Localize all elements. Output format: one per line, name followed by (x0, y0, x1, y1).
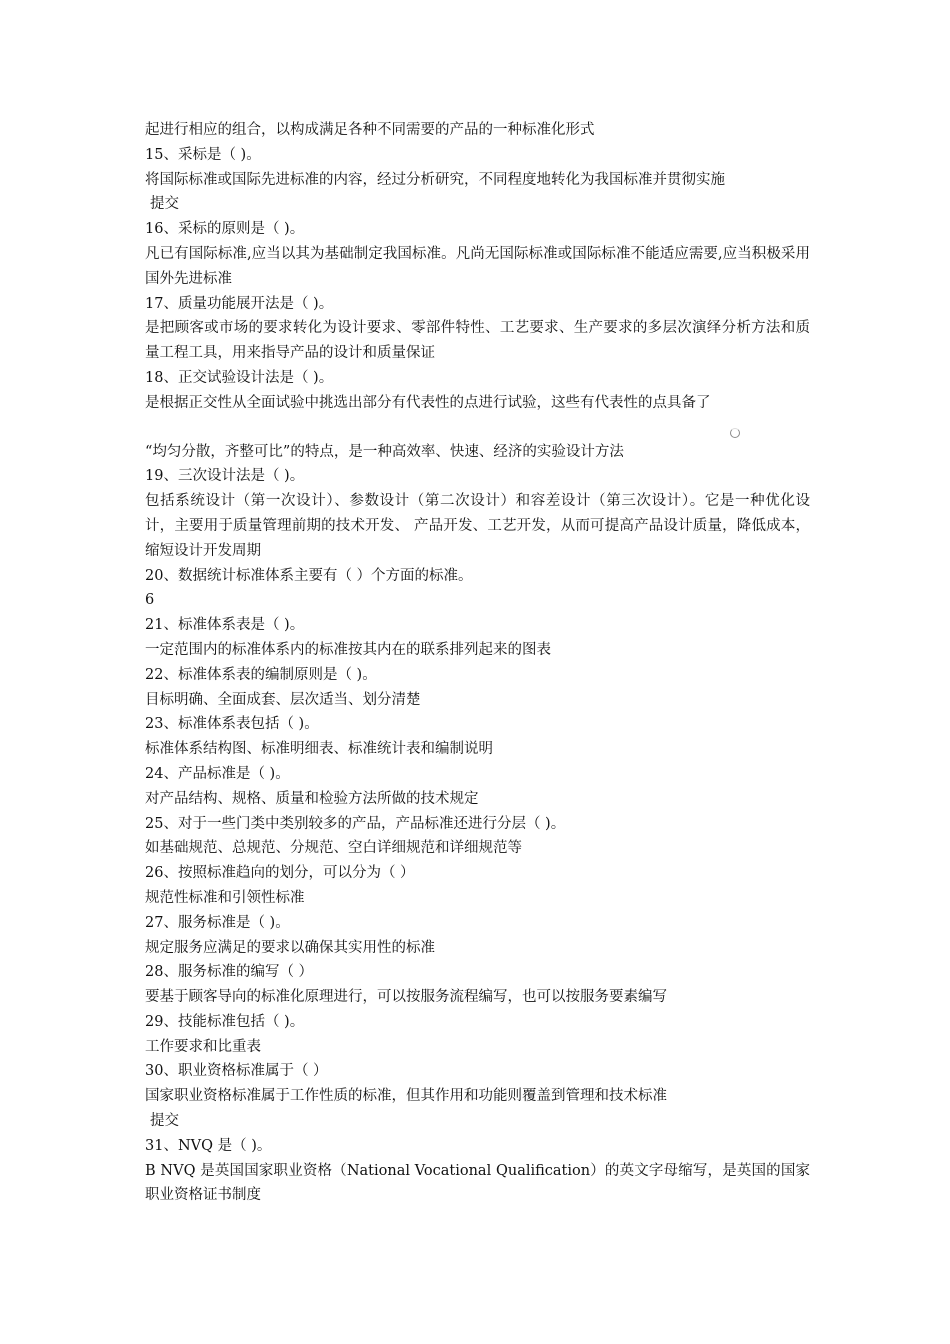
loading-spinner-icon (730, 428, 740, 438)
text-line: 规定服务应满足的要求以确保其实用性的标准 (145, 939, 435, 956)
text-line: 30、职业资格标准属于（ ） (145, 1063, 328, 1080)
text-line: 26、按照标准趋向的划分，可以分为（ ） (145, 865, 415, 882)
text-line: B NVQ 是英国国家职业资格（National Vocational Qualification）的英文字母缩写，是英国的国家职业资格证书制度 (145, 1162, 810, 1204)
text-line: 31、NVQ 是（ )。 (145, 1137, 272, 1154)
document-body (145, 118, 810, 1208)
text-line: 规范性标准和引领性标准 (145, 889, 305, 906)
text-line: 凡已有国际标准,应当以其为基础制定我国标准。凡尚无国际标准或国际标准不能适应需要,应当积极采用国外先进标准 (145, 245, 810, 287)
text-line: 如基础规范、总规范、分规范、空白详细规范和详细规范等 (145, 840, 522, 857)
text-line: 对产品结构、规格、质量和检验方法所做的技术规定 (145, 790, 479, 807)
text-line: 16、采标的原则是（ )。 (145, 221, 305, 238)
text-line: 25、对于一些门类中类别较多的产品，产品标准还进行分层（ )。 (145, 815, 566, 832)
text-line: “均匀分散，齐整可比”的特点，是一种高效率、快速、经济的实验设计方法 (145, 443, 624, 460)
text-line: 是根据正交性从全面试验中挑选出部分有代表性的点进行试验，这些有代表性的点具备了 (145, 394, 711, 411)
text-line: 是把顾客或市场的要求转化为设计要求、零部件特性、工艺要求、生产要求的多层次演绎分析方法和质量工程工具，用来指导产品的设计和质量保证 (145, 320, 810, 362)
text-line: 将国际标准或国际先进标准的内容，经过分析研究，不同程度地转化为我国标准并贯彻实施 (145, 171, 725, 188)
text-line: 起进行相应的组合，以构成满足各种不同需要的产品的一种标准化形式 (145, 122, 595, 138)
text-line: 24、产品标准是（ )。 (145, 765, 290, 782)
text-line: 要基于顾客导向的标准化原理进行，可以按服务流程编写，也可以按服务要素编写 (145, 989, 667, 1006)
text-line: 一定范围内的标准体系内的标准按其内在的联系排列起来的图表 (145, 641, 551, 658)
text-line: 19、三次设计法是（ )。 (145, 468, 305, 485)
text-line: 17、质量功能展开法是（ )。 (145, 295, 334, 312)
text-line: 国家职业资格标准属于工作性质的标准，但其作用和功能则覆盖到管理和技术标准 (145, 1088, 667, 1105)
text-line: 包括系统设计（第一次设计）、参数设计（第二次设计）和容差设计（第三次设计）。它是一种优化设计，主要用于质量管理前期的技术开发、 产品开发、工艺开发，从而可提高产品设计质量，降低成本，缩短设计开发周期 (145, 493, 810, 559)
text-line: 15、采标是（ )。 (145, 146, 261, 163)
text-line: 18、正交试验设计法是（ )。 (145, 369, 334, 386)
text-line: 工作要求和比重表 (145, 1038, 261, 1055)
text-line: 目标明确、全面成套、层次适当、划分清楚 (145, 691, 421, 708)
text-line: 29、技能标准包括（ )。 (145, 1013, 305, 1030)
submit-link[interactable]: 提交 (150, 1113, 179, 1130)
text-line: 22、标准体系表的编制原则是（ )。 (145, 666, 377, 683)
text-line: 28、服务标准的编写（ ） (145, 964, 314, 981)
text-line: 标准体系结构图、标准明细表、标准统计表和编制说明 (145, 741, 493, 758)
text-line: 27、服务标准是（ )。 (145, 914, 290, 931)
text-line: 20、数据统计标准体系主要有（ ）个方面的标准。 (145, 567, 473, 584)
text-line: 23、标准体系表包括（ )。 (145, 716, 319, 733)
submit-link[interactable]: 提交 (150, 196, 179, 213)
text-line: 21、标准体系表是（ )。 (145, 617, 305, 634)
text-line: 6 (145, 592, 155, 609)
